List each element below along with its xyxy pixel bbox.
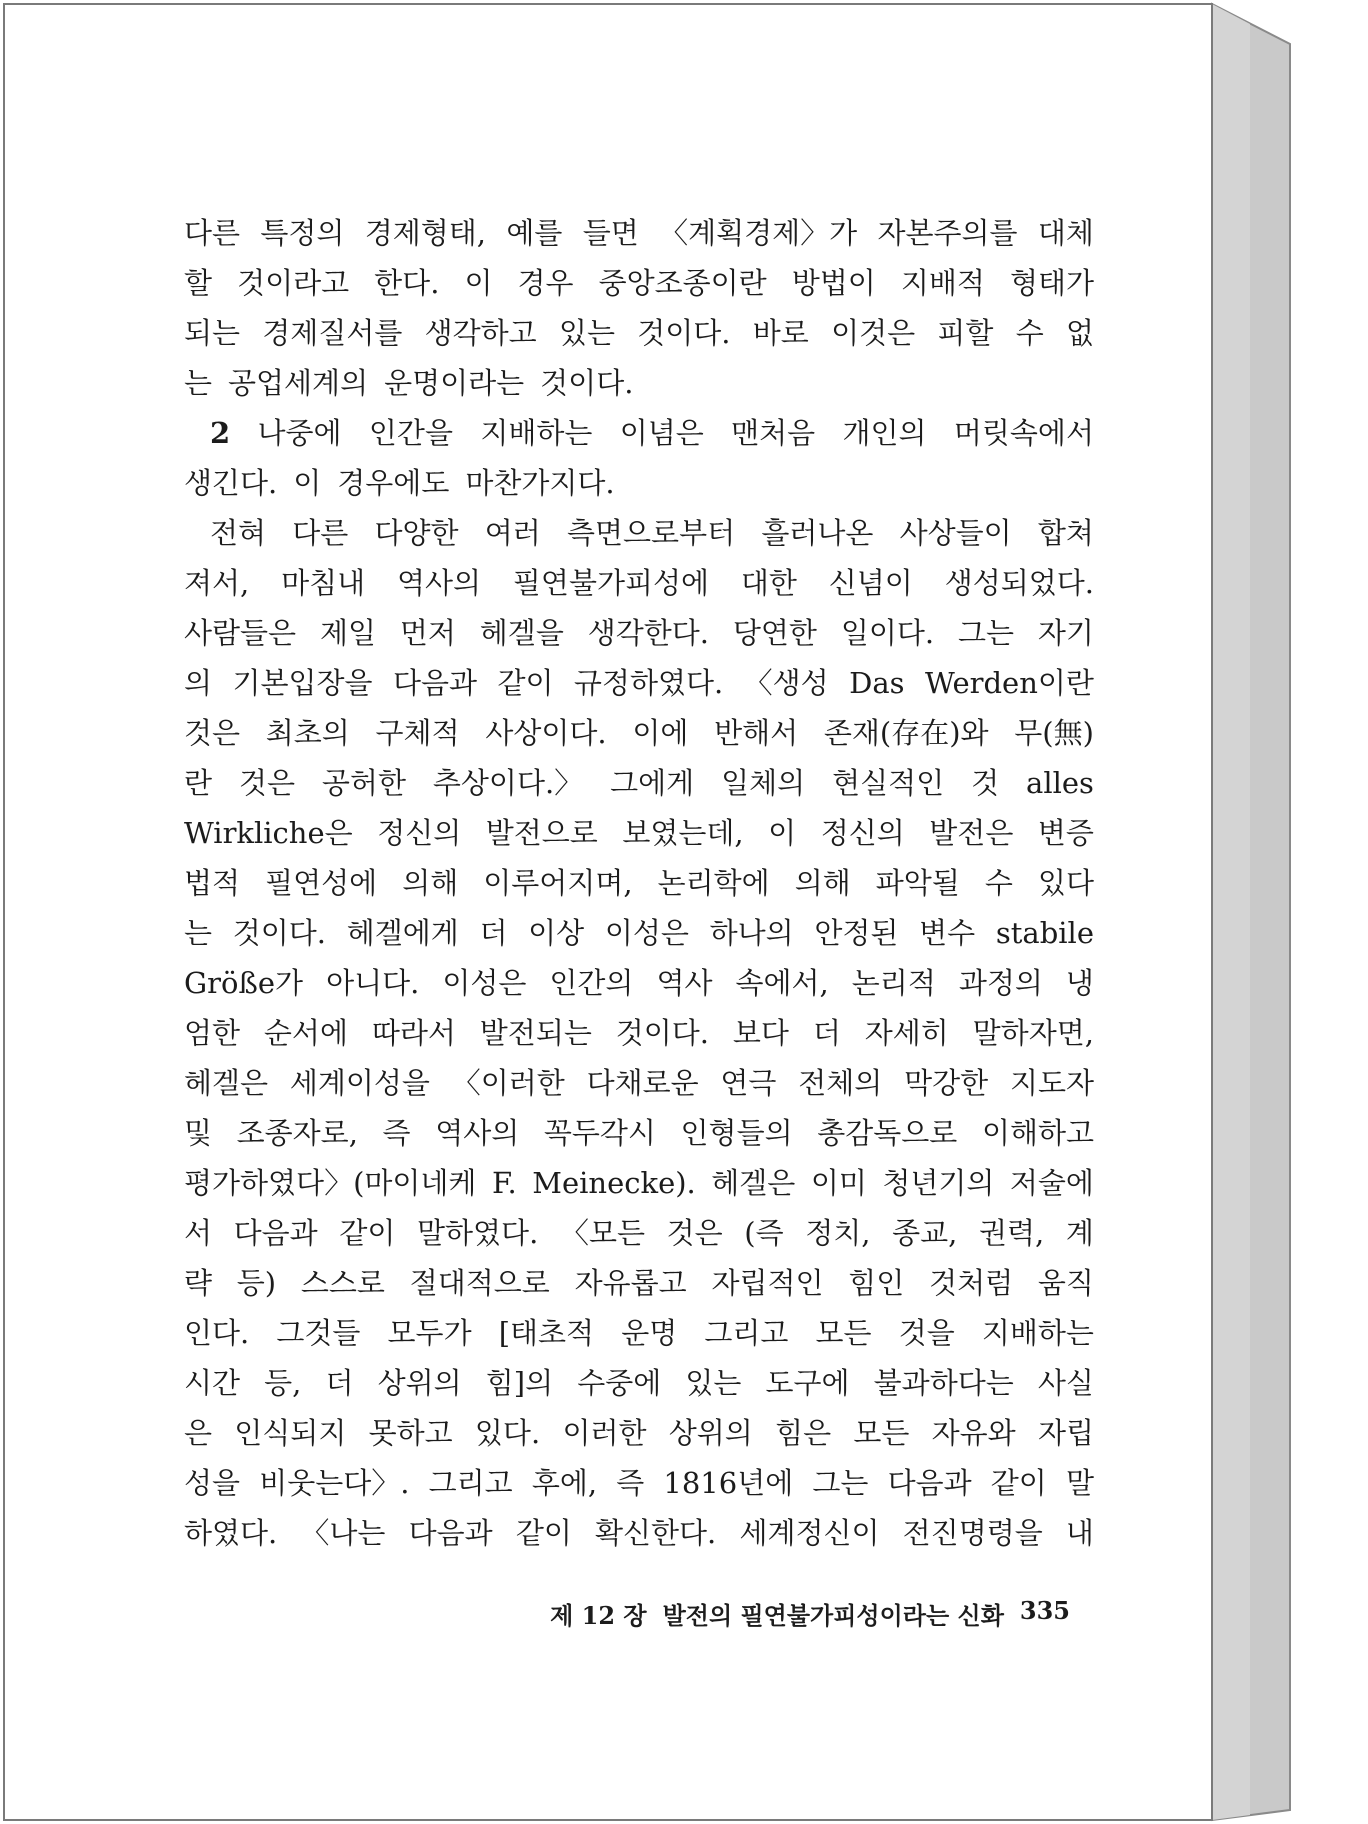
word: 이성은	[442, 966, 527, 1000]
book-spine-shade	[1212, 4, 1250, 1820]
word: 즉	[382, 1116, 411, 1150]
word: 있는	[558, 316, 615, 350]
word: 힘인	[848, 1266, 905, 1300]
text-line	[184, 808, 1094, 858]
word: 사실	[1037, 1366, 1094, 1400]
text-line	[184, 258, 1094, 308]
word: 〈계획경제〉가	[659, 216, 858, 250]
word: 것을	[898, 1316, 955, 1350]
page-number: 335	[1019, 1596, 1070, 1625]
word: 피할	[937, 316, 994, 350]
word: 변수	[919, 916, 976, 950]
word: 운명	[621, 1316, 678, 1350]
word: 현실적인	[832, 766, 945, 800]
word: alles	[1026, 766, 1094, 800]
word: 역사의	[435, 1116, 520, 1150]
word: 이성은	[604, 916, 689, 950]
word: 략	[184, 1266, 213, 1300]
word: 것이라고	[237, 266, 350, 300]
word: 청년기의	[882, 1166, 995, 1200]
word: 일이다.	[840, 616, 935, 650]
word: 다채로운	[586, 1066, 699, 1100]
word: 것	[971, 766, 1000, 800]
word: 수중에	[577, 1366, 662, 1400]
text-line	[184, 1058, 1094, 1108]
word: 생각한다.	[587, 616, 710, 650]
word: 파악될	[875, 866, 960, 900]
text-line	[184, 1308, 1094, 1358]
word: 한다.	[374, 266, 440, 300]
word: 이미	[810, 1166, 867, 1200]
word: 그는	[958, 616, 1015, 650]
word: 것은	[666, 1216, 723, 1250]
word: 그에게	[610, 766, 695, 800]
word: 헤겔을	[479, 616, 564, 650]
word: 생성되었다.	[944, 566, 1094, 600]
word: 상위의	[377, 1366, 462, 1400]
word: 대체	[1037, 216, 1094, 250]
word: 등)	[236, 1266, 277, 1300]
word: 다양한	[374, 516, 459, 550]
word: 전진명령을	[902, 1516, 1043, 1550]
text-line	[184, 1258, 1094, 1308]
word: 자본주의를	[877, 216, 1018, 250]
word: 수	[1015, 316, 1044, 350]
word: 것처럼	[929, 1266, 1014, 1300]
word: 1816년에	[663, 1466, 794, 1500]
word: 과정의	[958, 966, 1043, 1000]
text-line	[184, 1408, 1094, 1458]
word: stabile	[995, 916, 1094, 950]
word: 세계정신이	[739, 1516, 880, 1550]
word: 존재(存在)와	[823, 716, 989, 750]
word: F.	[491, 1166, 517, 1200]
word: 일체의	[721, 766, 806, 800]
word: 순서에	[263, 1016, 348, 1050]
word: 따라서	[371, 1016, 456, 1050]
word: 못하고	[368, 1416, 453, 1450]
word: 인형들의	[680, 1116, 793, 1150]
word: 다음과	[233, 1216, 318, 1250]
word: 수	[984, 866, 1013, 900]
text-line	[184, 658, 1094, 708]
word: 말하였다.	[417, 1216, 539, 1250]
text-line	[184, 1158, 1094, 1208]
running-footer	[540, 1596, 1070, 1631]
word: 〈나는	[300, 1516, 386, 1550]
text-line	[184, 1508, 1094, 1558]
word: 힘]의	[485, 1366, 554, 1400]
word: 헤겔은	[184, 1066, 269, 1100]
word: 자기	[1037, 616, 1094, 650]
page-body	[184, 208, 1094, 1558]
word: 권력,	[979, 1216, 1045, 1250]
word: 그는	[812, 1466, 869, 1500]
word: 운명이라는	[384, 366, 525, 400]
word: 특정의	[260, 216, 345, 250]
word: 져서,	[184, 566, 250, 600]
text-line	[184, 558, 1094, 608]
word: 지배하는	[981, 1316, 1094, 1350]
word: 냉	[1065, 966, 1094, 1000]
word: 아니다.	[326, 966, 420, 1000]
word: 변증	[1037, 816, 1094, 850]
word: 그것들	[276, 1316, 361, 1350]
word: 흘러나온	[761, 516, 874, 550]
word: 다른	[184, 216, 241, 250]
word: 신념이	[828, 566, 913, 600]
word: 생각하고	[424, 316, 537, 350]
word: 정치,	[805, 1216, 871, 1250]
text-line	[184, 1458, 1094, 1508]
word: 는	[184, 366, 213, 400]
word: 이것은	[831, 316, 916, 350]
text-line	[184, 1008, 1094, 1058]
word: 구체적	[375, 716, 460, 750]
word: 경제형태,	[364, 216, 487, 250]
text-line	[184, 1208, 1094, 1258]
word: 필연불가피성에	[512, 566, 710, 600]
word: 인식되지	[234, 1416, 347, 1450]
word: 내	[1065, 1516, 1094, 1550]
word: 있다.	[474, 1416, 541, 1450]
word: 자유롭고	[574, 1266, 687, 1300]
word: 및	[184, 1116, 213, 1150]
word: 있다	[1037, 866, 1094, 900]
word: 이해하고	[981, 1116, 1094, 1150]
word: 다음과	[408, 1516, 493, 1550]
word: 헤겔에게	[346, 916, 459, 950]
text-line	[184, 758, 1094, 808]
word: 지배적	[900, 266, 985, 300]
text-line	[184, 208, 1094, 258]
word: 하였다.	[184, 1516, 278, 1550]
word: 의	[184, 666, 213, 700]
word: 지도자	[1009, 1066, 1094, 1100]
word: 그리고	[428, 1466, 513, 1500]
word: 힘은	[775, 1416, 832, 1450]
word: 논리학에	[657, 866, 770, 900]
word: 전체의	[798, 1066, 883, 1100]
word: 같이	[990, 1466, 1047, 1500]
word: 법적	[184, 866, 241, 900]
word: 방법이	[791, 266, 876, 300]
word: 상위의	[668, 1416, 753, 1450]
word: 반해서	[714, 716, 799, 750]
word: 그리고	[704, 1316, 789, 1350]
word: 자립	[1037, 1416, 1094, 1450]
word: 말	[1065, 1466, 1094, 1500]
word: 스스로	[300, 1266, 385, 1300]
word: 경제질서를	[262, 316, 403, 350]
word: 전혀	[210, 516, 267, 550]
word: 같이	[339, 1216, 396, 1250]
word: 지배하는	[480, 416, 593, 450]
word: 자립적인	[711, 1266, 824, 1300]
section-number: 2	[210, 416, 231, 450]
word: 모두가	[387, 1316, 472, 1350]
word: 란	[184, 766, 213, 800]
word: 모든	[815, 1316, 872, 1350]
text-line	[184, 508, 1094, 558]
word: 기본입장을	[232, 666, 373, 700]
word: 사상들이	[899, 516, 1012, 550]
word: 즉	[616, 1466, 645, 1500]
word: Größe가	[184, 966, 304, 1000]
word: 당연한	[732, 616, 817, 650]
text-line	[184, 908, 1094, 958]
word: 연극	[720, 1066, 777, 1100]
word: 측면으로부터	[567, 516, 736, 550]
word: 더	[479, 916, 508, 950]
word: 있는	[685, 1366, 742, 1400]
word: 공업세계의	[228, 366, 369, 400]
word: 인간을	[368, 416, 453, 450]
word: Werden이란	[925, 666, 1094, 700]
word: 없	[1065, 316, 1094, 350]
word: Wirkliche은	[184, 816, 353, 850]
word: 것은	[238, 766, 295, 800]
word: 시간	[184, 1366, 241, 1400]
word: 규정하였다.	[573, 666, 724, 700]
word: 더	[325, 1366, 354, 1400]
word: 개인의	[842, 416, 927, 450]
word: 헤겔은	[711, 1166, 796, 1200]
word: 같이	[515, 1516, 572, 1550]
word: 것이다.	[637, 316, 731, 350]
word: 평가하였다〉(마이네케	[184, 1166, 477, 1200]
word: 꼭두각시	[543, 1116, 656, 1150]
word: 저술에	[1009, 1166, 1094, 1200]
word: 조종자로,	[236, 1116, 358, 1150]
word: 계	[1065, 1216, 1094, 1250]
word: 모든	[853, 1416, 910, 1450]
text-line	[184, 308, 1094, 358]
word: 다음과	[887, 1466, 972, 1500]
word: 〈이러한	[451, 1066, 565, 1100]
chapter-title: 발전의 필연불가피성이라는 신화	[662, 1601, 1004, 1630]
word: 이루어지며,	[483, 866, 633, 900]
word: 인다.	[184, 1316, 250, 1350]
word: 제일	[319, 616, 376, 650]
text-line	[184, 1358, 1094, 1408]
word: 는	[184, 916, 213, 950]
word: 것이다.	[232, 916, 326, 950]
word: 은	[184, 1416, 213, 1450]
word: 확신한다.	[595, 1516, 717, 1550]
word: 하나의	[709, 916, 794, 950]
word: 〈모든	[559, 1216, 645, 1250]
word: 무(無)	[1014, 716, 1094, 750]
word: 필연성에	[265, 866, 378, 900]
chapter-label: 제 12 장	[550, 1601, 647, 1630]
text-line	[184, 858, 1094, 908]
word: 마찬가지다.	[465, 466, 615, 500]
word: 합쳐	[1037, 516, 1094, 550]
word: 더	[812, 1016, 841, 1050]
word: 역사의	[397, 566, 482, 600]
word: 막강한	[904, 1066, 989, 1100]
word: 예를	[506, 216, 563, 250]
word: 여러	[484, 516, 541, 550]
word: 같이	[497, 666, 554, 700]
word: 맨처음	[731, 416, 816, 450]
word: 대한	[740, 566, 797, 600]
word: 들면	[582, 216, 639, 250]
word: 서	[184, 1216, 213, 1250]
word: 말하자면,	[972, 1016, 1094, 1050]
word: 경우에도	[337, 466, 450, 500]
text-line	[184, 608, 1094, 658]
word: 중앙조종이란	[598, 266, 767, 300]
word: 안정된	[814, 916, 899, 950]
word: 되는	[184, 316, 241, 350]
word: 할	[184, 266, 213, 300]
word: 등,	[264, 1366, 302, 1400]
word: 경우	[517, 266, 574, 300]
word: 정신의	[820, 816, 905, 850]
word: 불과하다는	[873, 1366, 1014, 1400]
word: 생긴다.	[184, 466, 278, 500]
text-line	[184, 358, 1094, 408]
word: 인간의	[549, 966, 634, 1000]
word: 공허한	[321, 766, 406, 800]
word: 이	[464, 266, 493, 300]
word: 발전은	[929, 816, 1014, 850]
word: 절대적으로	[409, 1266, 550, 1300]
word: 다른	[292, 516, 349, 550]
word: 것은	[184, 716, 241, 750]
word: 보다	[732, 1016, 789, 1050]
word: 성을	[184, 1466, 241, 1500]
word: [태초적	[498, 1316, 595, 1350]
word: Das	[849, 666, 905, 700]
word: 움직	[1037, 1266, 1094, 1300]
word: 추상이다.〉	[432, 766, 584, 800]
text-line	[184, 958, 1094, 1008]
word: 비웃는다〉.	[259, 1466, 410, 1500]
word: 발전으로	[485, 816, 598, 850]
word: 다음과	[392, 666, 478, 700]
word: 역사	[656, 966, 713, 1000]
word: 속에서,	[735, 966, 829, 1000]
word: 머릿속에서	[953, 416, 1094, 450]
word: 것이다.	[540, 366, 634, 400]
word: 세계이성을	[289, 1066, 430, 1100]
text-line	[184, 1108, 1094, 1158]
word: 이러한	[562, 1416, 647, 1450]
word: 종교,	[892, 1216, 958, 1250]
word: 것이다.	[615, 1016, 710, 1050]
word: (즉	[744, 1216, 784, 1250]
word: 자세히	[864, 1016, 949, 1050]
word: 자유와	[931, 1416, 1016, 1450]
word: 의해	[794, 866, 851, 900]
word: 이상	[528, 916, 585, 950]
word: 보였는데,	[622, 816, 744, 850]
word: 이	[768, 816, 797, 850]
word: 의해	[402, 866, 459, 900]
text-line	[184, 708, 1094, 758]
word: 논리적	[851, 966, 936, 1000]
word: 마침내	[281, 566, 366, 600]
word: 도구에	[765, 1366, 850, 1400]
word: 형태가	[1009, 266, 1094, 300]
word: 이에	[632, 716, 689, 750]
word: 후에,	[531, 1466, 598, 1500]
word: 발전되는	[479, 1016, 592, 1050]
word: 이	[293, 466, 322, 500]
word: 최초의	[265, 716, 350, 750]
text-line	[184, 408, 1094, 458]
word: 사람들은	[184, 616, 297, 650]
text-line	[184, 458, 1094, 508]
word: 나중에	[257, 416, 342, 450]
word: 정신의	[377, 816, 462, 850]
word: 먼저	[399, 616, 456, 650]
word: 사상이다.	[485, 716, 607, 750]
word: 〈생성	[743, 666, 829, 700]
word: 총감독으로	[817, 1116, 958, 1150]
word: 바로	[752, 316, 809, 350]
word: Meinecke).	[532, 1166, 696, 1200]
word: 이념은	[619, 416, 704, 450]
word: 엄한	[184, 1016, 241, 1050]
